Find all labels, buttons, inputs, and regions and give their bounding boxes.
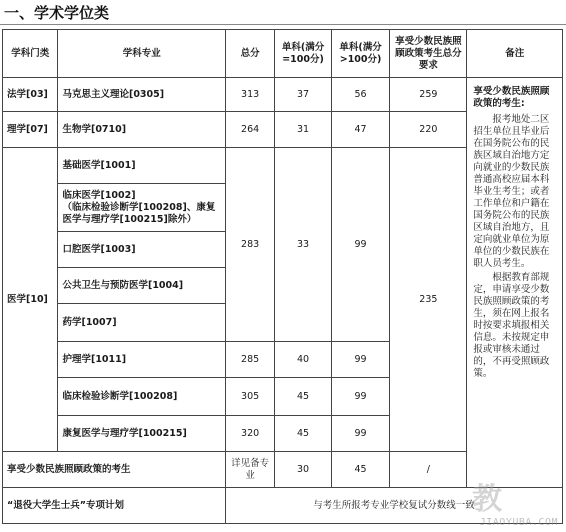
cell-major: 生物学[0710] (58, 112, 225, 148)
cell-minority-medicine: 235 (390, 148, 467, 452)
cell-s100: 45 (275, 416, 332, 452)
cell-major: 护理学[1011] (58, 342, 225, 378)
cell-category: 理学[07] (3, 112, 58, 148)
cell-sgt: 45 (331, 452, 390, 488)
cell-s100: 40 (275, 342, 332, 378)
watermark-glyph: 教 (472, 482, 502, 517)
header-total: 总分 (225, 30, 274, 78)
cell-veteran-label: “退役大学生士兵”专项计划 (3, 488, 226, 524)
cell-category-medicine: 医学[10] (3, 148, 58, 452)
header-minority: 享受少数民族照顾政策考生总分要求 (390, 30, 467, 78)
cell-major: 公共卫生与预防医学[1004] (58, 268, 225, 304)
cell-sgt: 47 (331, 112, 390, 148)
cell-minority-label: 享受少数民族照顾政策的考生 (3, 452, 226, 488)
cell-major: 临床检验诊断学[100208] (58, 378, 225, 416)
note-title: 享受少数民族照顾政策的考生: (473, 86, 550, 109)
cell-minority: 220 (390, 112, 467, 148)
note-paragraph-2: 根据教育部规定，申请享受少数民族照顾政策的考生，须在网上报名时按要求填报相关信息。未按规定申报或审核未通过的，不再受照顾政策。 (473, 272, 550, 379)
cell-major: 基础医学[1001] (58, 148, 225, 184)
note-cell (467, 78, 563, 488)
cell-minority: 259 (390, 78, 467, 112)
cell-minority: / (390, 452, 467, 488)
cell-sgt: 99 (331, 416, 390, 452)
header-single100: 单科(满分=100分) (275, 30, 332, 78)
cell-category: 法学[03] (3, 78, 58, 112)
note-paragraph-1: 报考地处二区招生单位且毕业后在国务院公布的民族区域自治地方定向就业的少数民族普通高校应届本科毕业生考生；或者工作单位和户籍在国务院公布的民族区域自治地方，且定向就业单位为原单位的少数民族在职人员考生。 (473, 114, 550, 269)
cell-s100: 31 (275, 112, 332, 148)
cell-total: 285 (225, 342, 274, 378)
header-note: 备注 (467, 30, 563, 78)
cell-sgt: 56 (331, 78, 390, 112)
cell-s100: 45 (275, 378, 332, 416)
cell-total: 305 (225, 378, 274, 416)
score-table (2, 29, 563, 524)
cell-major: 口腔医学[1003] (58, 232, 225, 268)
cell-major: 康复医学与理疗学[100215] (58, 416, 225, 452)
cell-s100: 30 (275, 452, 332, 488)
cell-total: 320 (225, 416, 274, 452)
cell-total: 313 (225, 78, 274, 112)
header-row (3, 30, 563, 78)
section-heading: 一、学术学位类 (4, 4, 110, 22)
header-category: 学科门类 (3, 30, 58, 78)
cell-major: 临床医学[1002] （临床检验诊断学[100208]、康复医学与理疗学[100215]除外） (58, 184, 225, 232)
cell-sgt: 99 (331, 342, 390, 378)
cell-total: 详见备专业 (225, 452, 274, 488)
cell-s100: 37 (275, 78, 332, 112)
cell-veteran-text: 与考生所报考专业学校复试分数线一致 (225, 488, 562, 524)
cell-major: 马克思主义理论[0305] (58, 78, 225, 112)
cell-total: 264 (225, 112, 274, 148)
table-row-veteran (3, 488, 563, 524)
header-major: 学科专业 (58, 30, 225, 78)
heading-rule (0, 24, 566, 25)
table-row-law (3, 78, 563, 112)
cell-major: 药学[1007] (58, 304, 225, 342)
cell-group-sgt: 99 (331, 148, 390, 342)
cell-group-total: 283 (225, 148, 274, 342)
cell-group-s100: 33 (275, 148, 332, 342)
cell-sgt: 99 (331, 378, 390, 416)
watermark-text: JIAOYUBA.COM (479, 517, 558, 528)
header-single-gt100: 单科(满分>100分) (331, 30, 390, 78)
